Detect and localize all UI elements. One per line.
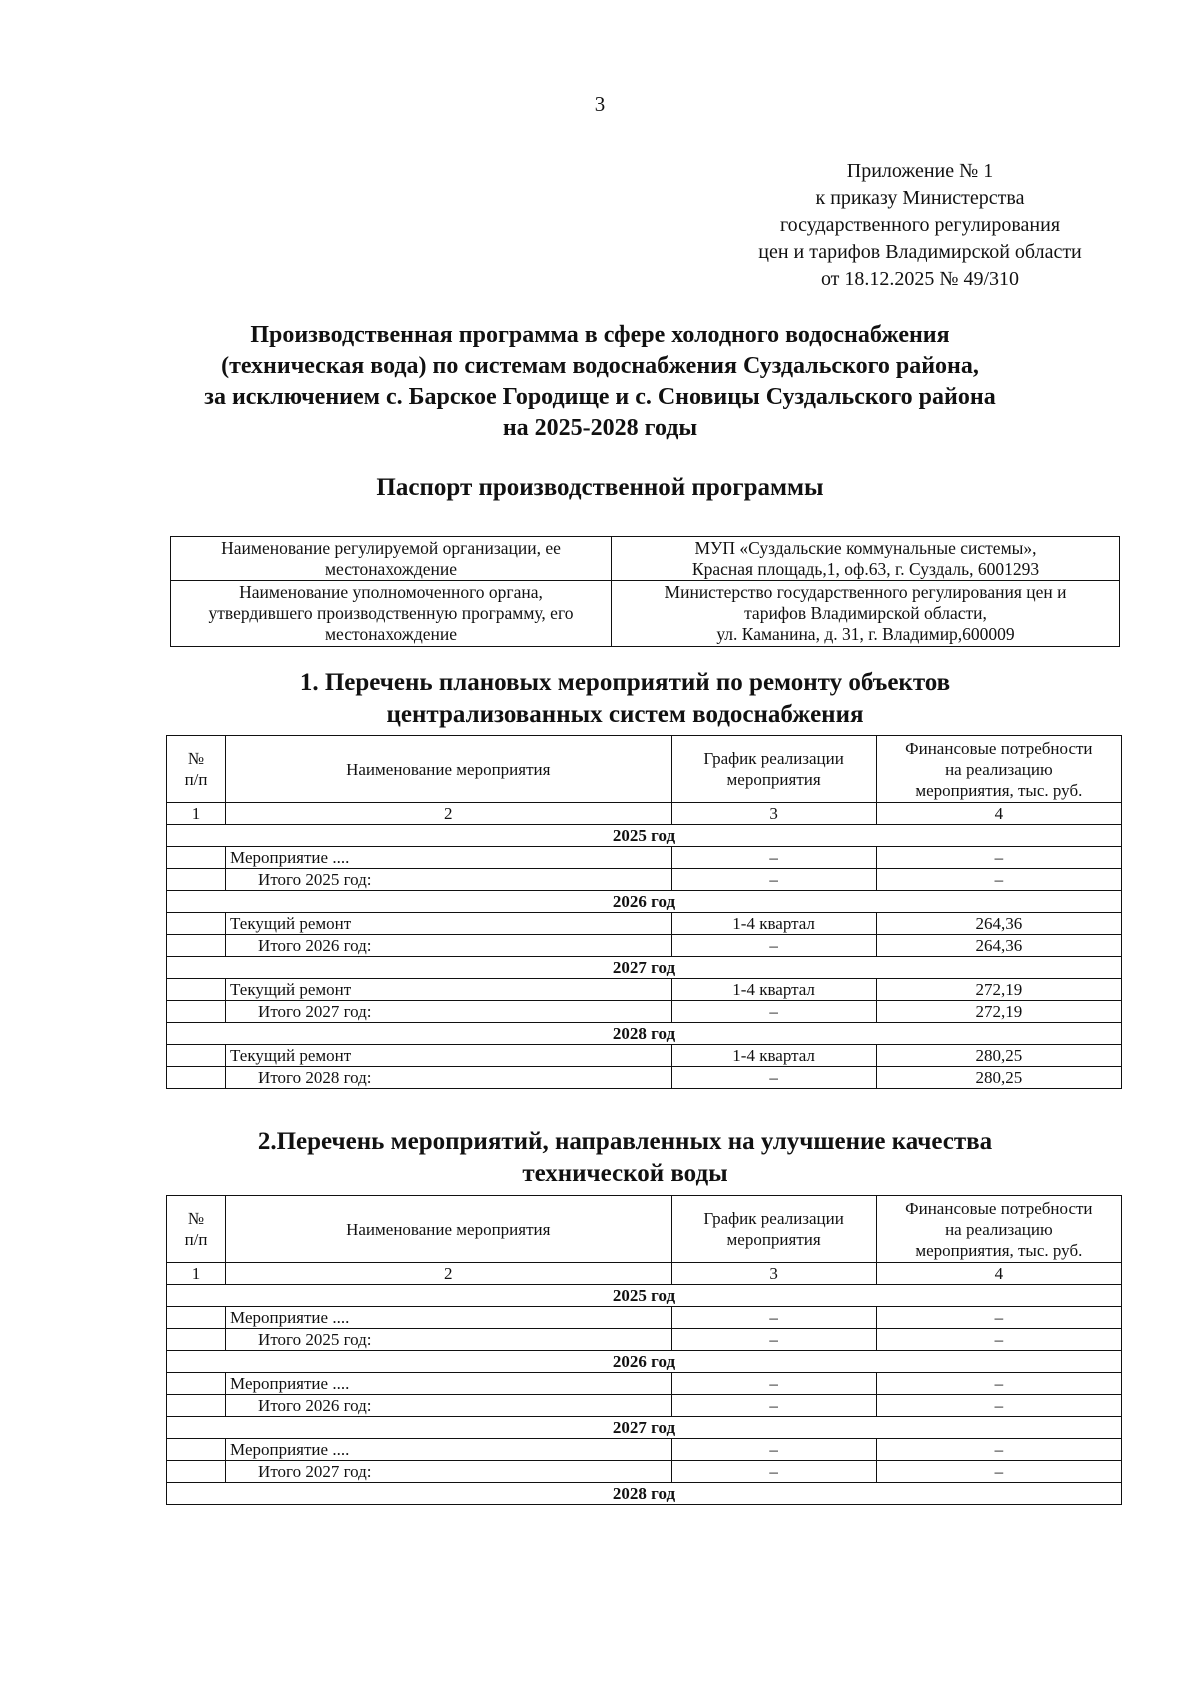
section1-heading (100, 667, 1150, 731)
cell-line: утвердившего производственную программу, его (208, 603, 574, 623)
row-no (167, 1307, 226, 1329)
header-schedule (671, 1196, 876, 1263)
year-label: 2028 год (167, 1483, 1122, 1505)
total-schedule: – (671, 935, 876, 957)
year-row (167, 957, 1122, 979)
year-row (167, 1351, 1122, 1373)
row-name: Текущий ремонт (226, 913, 671, 935)
total-label: Итого 2027 год: (226, 1001, 671, 1023)
row-name: Мероприятие .... (226, 1373, 671, 1395)
year-label: 2027 год (167, 957, 1122, 979)
total-row (167, 869, 1122, 891)
passport-heading: Паспорт производственной программы (376, 474, 824, 501)
total-label: Итого 2025 год: (226, 1329, 671, 1351)
passport-value-cell (612, 537, 1120, 581)
table-row (167, 1045, 1122, 1067)
cell-line: тарифов Владимирской области, (744, 603, 987, 623)
cell-line: Красная площадь,1, оф.63, г. Суздаль, 6001293 (691, 558, 1040, 579)
cell-line: на реализацию (945, 759, 1053, 779)
water-quality-measures-table (166, 1195, 1122, 1505)
year-label: 2026 год (167, 1351, 1122, 1373)
cell-line: ул. Каманина, д. 31, г. Владимир,600009 (716, 624, 1015, 644)
total-value: – (876, 1461, 1121, 1483)
row-no (167, 913, 226, 935)
row-finance: – (876, 847, 1121, 869)
row-schedule: – (671, 1373, 876, 1395)
year-row (167, 1417, 1122, 1439)
row-no (167, 847, 226, 869)
total-row (167, 1461, 1122, 1483)
cell-line: мероприятия, тыс. руб. (915, 1240, 1083, 1260)
row-no (167, 1373, 226, 1395)
header-finance (876, 736, 1121, 803)
title-line: на 2025-2028 годы (502, 415, 698, 441)
year-row (167, 891, 1122, 913)
row-finance: 280,25 (876, 1045, 1121, 1067)
column-number: 4 (876, 803, 1121, 825)
total-value: – (876, 1329, 1121, 1351)
table-row (167, 913, 1122, 935)
total-schedule: – (671, 1329, 876, 1351)
year-label: 2025 год (167, 825, 1122, 847)
cell-line: МУП «Суздальские коммунальные системы», (694, 537, 1037, 558)
row-name: Мероприятие .... (226, 847, 671, 869)
total-label: Итого 2026 год: (226, 1395, 671, 1417)
appendix-line: государственного регулирования (779, 214, 1061, 236)
total-label: Итого 2025 год: (226, 869, 671, 891)
column-number: 2 (226, 803, 671, 825)
column-number: 2 (226, 1263, 671, 1285)
cell-line: мероприятия (726, 1230, 821, 1249)
table-header-row (167, 1196, 1122, 1263)
appendix-block (700, 158, 1140, 293)
column-number: 3 (671, 803, 876, 825)
passport-row (171, 537, 1120, 581)
cell-line: мероприятия (726, 770, 821, 789)
cell-line: № (187, 1209, 205, 1228)
appendix-date-line: от 18.12.2025 № 49/310 (820, 268, 1020, 290)
total-value: 264,36 (876, 935, 1121, 957)
total-row (167, 935, 1122, 957)
row-no (167, 1395, 226, 1417)
column-number-row (167, 1263, 1122, 1285)
total-row (167, 1395, 1122, 1417)
total-label: Итого 2028 год: (226, 1067, 671, 1089)
row-finance: – (876, 1373, 1121, 1395)
column-number-row (167, 803, 1122, 825)
table-row (167, 1307, 1122, 1329)
row-no (167, 979, 226, 1001)
table-header-row (167, 736, 1122, 803)
passport-row (171, 581, 1120, 647)
appendix-line: к приказу Министерства (815, 187, 1025, 209)
cell-line: Министерство государственного регулирования цен и (664, 582, 1067, 602)
row-schedule: – (671, 1439, 876, 1461)
row-name: Мероприятие .... (226, 1307, 671, 1329)
cell-line: п/п (184, 1230, 208, 1249)
total-schedule: – (671, 1001, 876, 1023)
row-no (167, 1045, 226, 1067)
total-schedule: – (671, 1395, 876, 1417)
cell-line: местонахождение (324, 624, 457, 644)
row-finance: – (876, 1307, 1121, 1329)
cell-line: График реализации (703, 1209, 844, 1228)
row-no (167, 1329, 226, 1351)
row-schedule: 1-4 квартал (671, 979, 876, 1001)
year-label: 2025 год (167, 1285, 1122, 1307)
cell-line: на реализацию (945, 1219, 1053, 1239)
row-finance: 272,19 (876, 979, 1121, 1001)
row-no (167, 935, 226, 957)
column-number: 4 (876, 1263, 1121, 1285)
passport-table (170, 536, 1120, 647)
row-name: Текущий ремонт (226, 1045, 671, 1067)
table-row (167, 1373, 1122, 1395)
cell-line: мероприятия, тыс. руб. (915, 780, 1083, 800)
document-title (100, 320, 1100, 444)
total-value: – (876, 869, 1121, 891)
total-label: Итого 2026 год: (226, 935, 671, 957)
row-no (167, 1001, 226, 1023)
row-schedule: 1-4 квартал (671, 913, 876, 935)
table-row (167, 1439, 1122, 1461)
title-line: (техническая вода) по системам водоснабжения Суздальского района, (221, 353, 979, 379)
year-label: 2026 год (167, 891, 1122, 913)
cell-line: Наименование регулируемой организации, ее (221, 537, 561, 558)
heading-line: централизованных систем водоснабжения (386, 701, 864, 728)
cell-line: Финансовые потребности (905, 738, 1093, 758)
row-finance: – (876, 1439, 1121, 1461)
page-number: 3 (594, 92, 606, 116)
table-row (167, 979, 1122, 1001)
row-no (167, 869, 226, 891)
repair-measures-table (166, 735, 1122, 1089)
passport-label-cell (171, 581, 612, 647)
header-name: Наименование мероприятия (226, 1196, 671, 1263)
header-no (167, 1196, 226, 1263)
row-finance: 264,36 (876, 913, 1121, 935)
total-value: 280,25 (876, 1067, 1121, 1089)
header-schedule (671, 736, 876, 803)
cell-line: График реализации (703, 749, 844, 768)
year-row (167, 1023, 1122, 1045)
passport-value-cell (612, 581, 1120, 647)
appendix-line: цен и тарифов Владимирской области (758, 241, 1082, 263)
year-row (167, 1483, 1122, 1505)
title-line: за исключением с. Барское Городище и с. Сновицы Суздальского района (204, 384, 996, 410)
cell-line: № (187, 749, 205, 768)
row-name: Мероприятие .... (226, 1439, 671, 1461)
row-no (167, 1461, 226, 1483)
total-value: – (876, 1395, 1121, 1417)
row-schedule: – (671, 1307, 876, 1329)
title-line: Производственная программа в сфере холодного водоснабжения (250, 322, 950, 348)
cell-line: Финансовые потребности (905, 1198, 1093, 1218)
cell-line: местонахождение (324, 558, 457, 579)
header-no (167, 736, 226, 803)
heading-line: 2.Перечень мероприятий, направленных на улучшение качества (257, 1128, 993, 1155)
appendix-line: Приложение № 1 (846, 160, 994, 182)
year-row (167, 825, 1122, 847)
cell-line: Наименование уполномоченного органа, (239, 582, 543, 602)
column-number: 3 (671, 1263, 876, 1285)
total-row (167, 1001, 1122, 1023)
year-label: 2028 год (167, 1023, 1122, 1045)
row-schedule: – (671, 847, 876, 869)
header-finance (876, 1196, 1121, 1263)
total-schedule: – (671, 869, 876, 891)
total-row (167, 1067, 1122, 1089)
total-row (167, 1329, 1122, 1351)
year-label: 2027 год (167, 1417, 1122, 1439)
passport-label-cell (171, 537, 612, 581)
table-row (167, 847, 1122, 869)
year-row (167, 1285, 1122, 1307)
row-schedule: 1-4 квартал (671, 1045, 876, 1067)
total-schedule: – (671, 1461, 876, 1483)
section2-heading (100, 1126, 1150, 1190)
total-label: Итого 2027 год: (226, 1461, 671, 1483)
row-no (167, 1439, 226, 1461)
row-no (167, 1067, 226, 1089)
column-number: 1 (167, 1263, 226, 1285)
heading-line: 1. Перечень плановых мероприятий по ремонту объектов (299, 669, 951, 696)
total-schedule: – (671, 1067, 876, 1089)
cell-line: п/п (184, 770, 208, 789)
column-number: 1 (167, 803, 226, 825)
total-value: 272,19 (876, 1001, 1121, 1023)
heading-line: технической воды (522, 1160, 728, 1187)
row-name: Текущий ремонт (226, 979, 671, 1001)
header-name: Наименование мероприятия (226, 736, 671, 803)
